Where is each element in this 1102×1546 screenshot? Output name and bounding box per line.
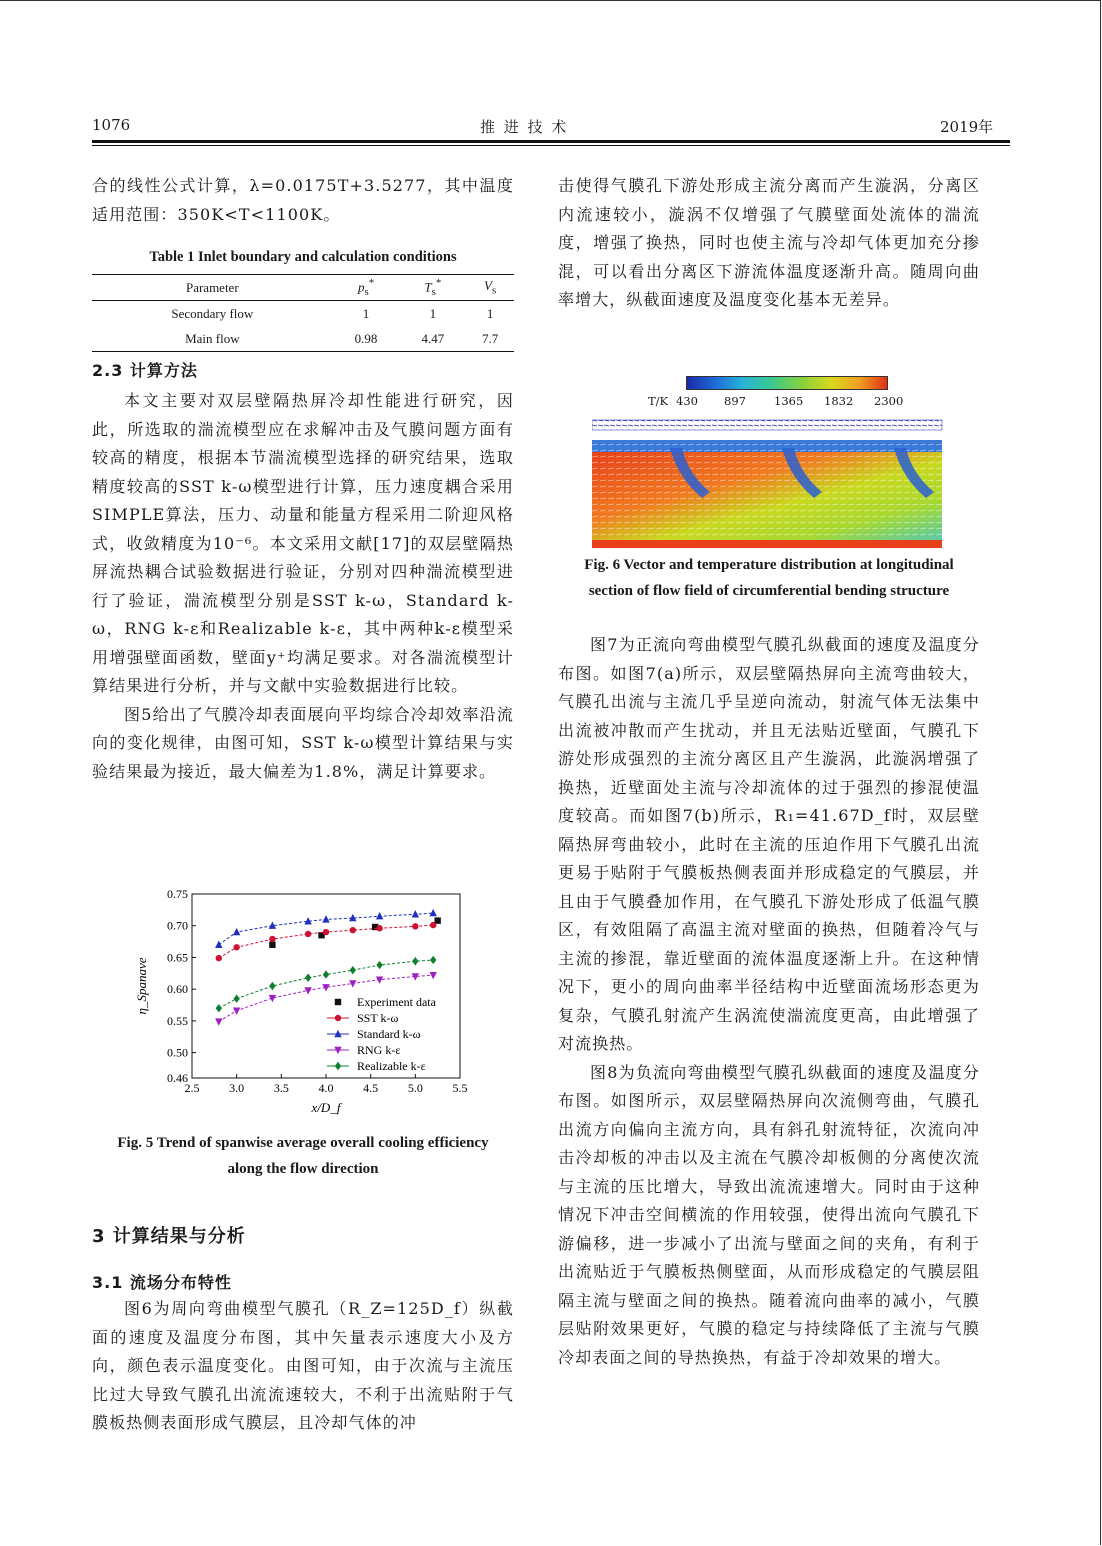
data-point [269, 942, 275, 948]
x-tick-label: 2.5 [184, 1081, 200, 1095]
colorbar-tick: 430 [676, 394, 698, 408]
caption-line: along the flow direction [227, 1161, 379, 1177]
x-tick-label: 5.0 [407, 1081, 423, 1095]
paragraph: 合的线性公式计算，λ=0.0175T+3.5277，其中温度适用范围：350K<T<1100K。 [92, 176, 514, 224]
legend-label: Realizable k-ε [357, 1059, 426, 1073]
data-point [233, 928, 240, 935]
data-point [350, 966, 356, 974]
table-cell: 4.47 [421, 330, 445, 346]
y-tick-label: 0.75 [167, 887, 188, 901]
colorbar [686, 376, 888, 390]
journal-name: 推 进 技 术 [480, 118, 569, 136]
x-tick-label: 4.5 [363, 1081, 379, 1095]
data-point [376, 976, 383, 983]
section-title: 2.3 计算方法 [92, 361, 198, 380]
legend-label: Experiment data [357, 995, 436, 1009]
caption-line: Fig. 5 Trend of spanwise average overall cooling efficiency [117, 1135, 489, 1151]
data-point [215, 1018, 222, 1025]
data-point [430, 972, 437, 979]
paragraph: 图8为负流向弯曲模型气膜孔纵截面的速度及温度分布图。如图所示，双层壁隔热屏向次流侧弯曲，气膜孔出流方向偏向主流方向，具有斜孔射流特征，次流向冲击冷却板的冲击以及主流在气膜冷却板侧的分离使次流与主流的压比增大，导致出流流速增大。同时由于这种情况下冲击空间横流的作用较强，使得出流向气膜孔下游偏移，进一步减小了出流与壁面之间的夹角，有利于出流贴近于气膜板热侧壁面，从而形成稳定的气膜层阻隔主流与壁面之间的换热。随着流向曲率的减小，气膜层贴附效果更好，气膜的稳定与持续降低了主流与气膜冷却表面之间的导热换热，有益于冷却效果的增大。 [558, 1062, 980, 1367]
figure-6-caption [558, 552, 980, 604]
table-header: Parameter [185, 279, 239, 295]
data-point [323, 970, 329, 978]
data-point [216, 1004, 222, 1012]
table-cell: 1 [429, 305, 437, 321]
page-number: 1076 [92, 116, 131, 134]
table-cell: Main flow [185, 330, 240, 346]
data-point [376, 912, 383, 919]
table-cell: 1 [486, 305, 494, 321]
figure-5-caption [92, 1130, 514, 1182]
header-rule [92, 140, 1010, 143]
x-tick-label: 3.0 [229, 1081, 245, 1095]
figure-5-chart [130, 884, 470, 1124]
data-point [376, 925, 382, 931]
y-axis-label: η_Spanave [134, 957, 149, 1015]
data-point [350, 927, 356, 933]
table-header: $T_s^*$ [424, 277, 442, 298]
colorbar-tick: 1365 [774, 394, 804, 408]
data-point [430, 956, 436, 964]
subsection-title: 3.1 流场分布特性 [92, 1273, 232, 1292]
data-point [269, 936, 275, 942]
right-column-top [558, 172, 980, 315]
data-point [430, 922, 436, 928]
paragraph: 本文主要对双层壁隔热屏冷却性能进行研究，因此，所选取的湍流模型应在求解冲击及气膜问题方面有较高的精度，根据本节湍流模型选择的研究结果，选取精度较高的SST k-ω模型进行计算，压力速度耦合采用SIMPLE算法，压力、动量和能量方程采用二阶迎风格式，收敛精度为10⁻⁶。本文采用文献[17]的双层壁隔热屏流热耦合试验数据进行验证，分别对四种湍流模型进行了验证，湍流模型分别是SST k-ω，Standard k-ω，RNG k-ε和Realizable k-ε，其中两种k-ε模型采用增强壁面函数，壁面y⁺均满足要求。对各湍流模型计算结果进行分析，并与文献中实验数据进行比较。 [92, 391, 514, 695]
colorbar-tick: 1832 [824, 394, 854, 408]
y-tick-label: 0.50 [167, 1045, 188, 1060]
data-point [216, 955, 222, 961]
data-point [430, 909, 437, 916]
table-cell: 1 [362, 305, 370, 321]
x-tick-label: 3.5 [273, 1081, 289, 1095]
paragraph: 图6为周向弯曲模型气膜孔（R_Z=125D_f）纵截面的速度及温度分布图，其中矢量表示速度大小及方向，颜色表示温度变化。由图可知，由于次流与主流压比过大导致气膜孔出流流速较大，不利于出流贴附于气膜板热侧表面形成气膜层，且冷却气体的冲 [92, 1299, 514, 1432]
legend-marker [335, 999, 341, 1005]
table-cell: Secondary flow [171, 305, 254, 321]
table-cell: 7.7 [482, 330, 499, 346]
x-tick-label: 4.0 [318, 1081, 334, 1095]
section-2-3 [92, 358, 514, 786]
legend-marker [335, 1015, 341, 1021]
data-point [269, 982, 275, 990]
section-title: 3 计算结果与分析 [92, 1226, 246, 1247]
y-tick-label: 0.60 [167, 982, 188, 997]
caption-line: section of flow field of circumferential bending structure [588, 583, 950, 599]
data-point [412, 957, 418, 965]
table-1 [92, 244, 514, 352]
data-point [412, 923, 418, 929]
colorbar-label: T/K [648, 394, 669, 408]
data-point [233, 944, 239, 950]
y-tick-label: 0.46 [167, 1071, 188, 1085]
section-3 [92, 1222, 514, 1438]
data-point [233, 1008, 240, 1015]
table-cell: 0.98 [354, 330, 378, 346]
colorbar-tick: 897 [724, 394, 746, 408]
legend-label: Standard k-ω [357, 1027, 421, 1041]
legend-marker [335, 1062, 341, 1070]
x-axis-label: x/D_f [311, 1100, 341, 1115]
legend-label: RNG k-ε [357, 1043, 401, 1057]
table-header: $p_s^*$ [357, 277, 375, 298]
table-header: $V_s$ [484, 278, 497, 297]
flow-field-image [592, 418, 944, 548]
paragraph: 图7为正流向弯曲模型气膜孔纵截面的速度及温度分布图。如图7(a)所示，双层壁隔热屏向主流弯曲较大，气膜孔出流与主流几乎呈逆向流动，射流气体无法集中出流被冲散而产生扰动，并且无法贴近壁面，气膜孔下游处形成强烈的主流分离区且产生漩涡，此漩涡增强了换热，近壁面处主流与冷却流体的过于强烈的掺混使温度较高。而如图7(b)所示，R₁=41.67D_f时，双层壁隔热屏弯曲较小，此时在主流的压迫作用下气膜孔出流更易于贴附于气膜板热侧表面并形成稳定的气膜层，并且由于气膜叠加作用，在气膜孔下游处形成了低温气膜区，有效阻隔了高温主流对壁面的换热，但随着冷气与主流的掺混，靠近壁面的流体温度逐渐上升。在这种情况下，更小的周向曲率半径结构中近壁面流场形态更为复杂，气膜孔射流产生涡流使湍流度更高，由此增强了对流换热。 [558, 635, 980, 1053]
table-caption: Table 1 Inlet boundary and calculation conditions [149, 249, 457, 265]
data-point [305, 974, 311, 982]
data-point [305, 931, 311, 937]
paragraph: 击使得气膜孔下游处形成主流分离而产生漩涡，分离区内流速较小，漩涡不仅增强了气膜壁面处流体的湍流度，增强了换热，同时也使主流与冷却气体更加充分掺混，可以看出分离区下游流体温度逐渐升高。随周向曲率增大，纵截面速度及温度变化基本无差异。 [558, 176, 980, 309]
data-point [233, 994, 239, 1002]
colorbar-tick: 2300 [874, 394, 904, 408]
y-tick-label: 0.70 [167, 918, 188, 933]
x-tick-label: 5.5 [452, 1081, 468, 1095]
data-point [323, 929, 329, 935]
year: 2019年 [940, 118, 994, 136]
left-column [92, 172, 514, 229]
legend-label: SST k-ω [357, 1011, 399, 1025]
header-rule-thin [92, 145, 1010, 146]
right-column-bottom [558, 631, 980, 1372]
data-point [376, 961, 382, 969]
y-tick-label: 0.55 [167, 1013, 188, 1028]
figure-6 [590, 374, 950, 550]
data-point [412, 910, 419, 917]
paragraph: 图5给出了气膜冷却表面展向平均综合冷却效率沿流向的变化规律，由图可知，SST k-ω模型计算结果与实验结果最为接近，最大偏差为1.8%，满足计算要求。 [92, 704, 514, 781]
data-point [215, 941, 222, 948]
y-tick-label: 0.65 [167, 950, 188, 965]
caption-line: Fig. 6 Vector and temperature distribution at longitudinal [584, 557, 954, 573]
data-point [322, 915, 329, 922]
